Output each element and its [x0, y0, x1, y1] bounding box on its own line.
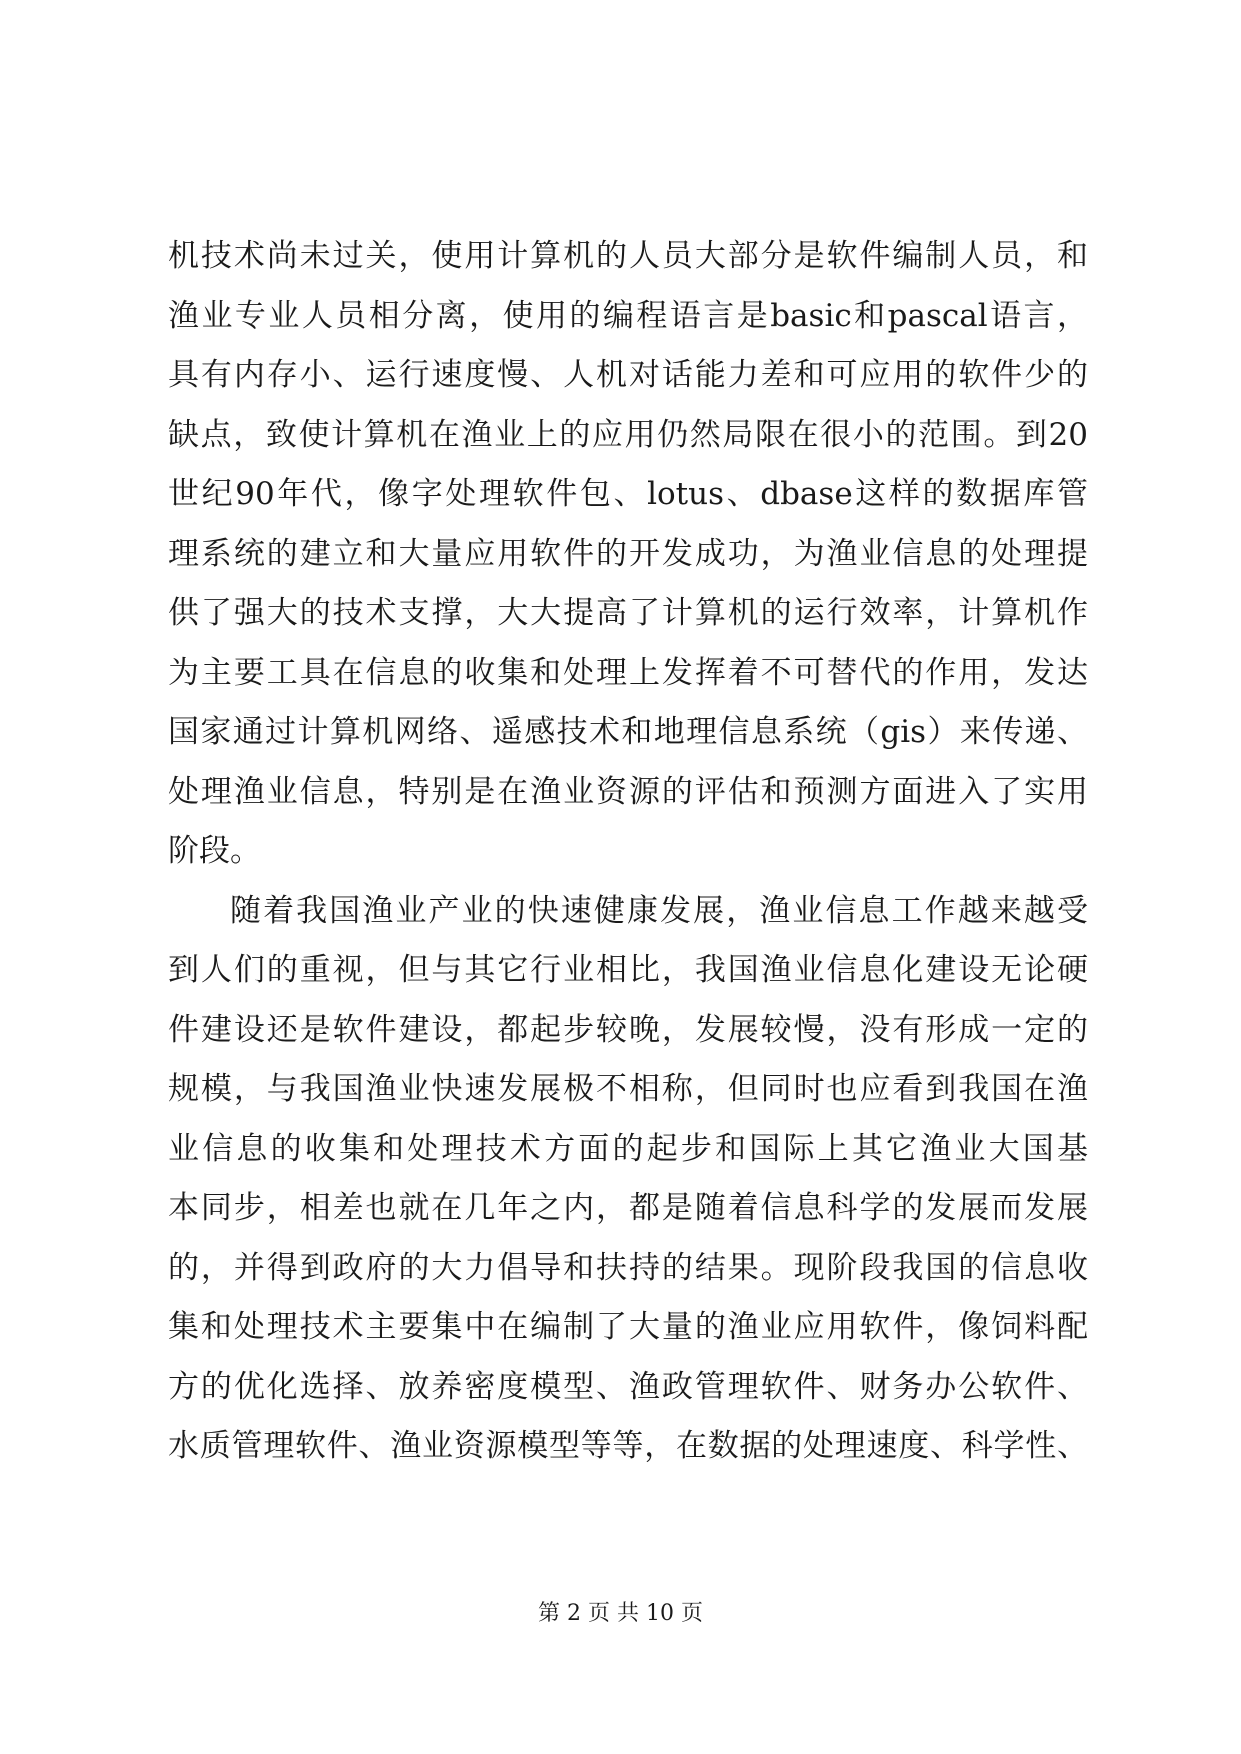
text-line: 随着我国渔业产业的快速健康发展，渔业信息工作越来越受 [230, 892, 1088, 929]
text-line: 集和处理技术主要集中在编制了大量的渔业应用软件，像饲料配 [168, 1309, 1088, 1345]
text-line: 国家通过计算机网络、遥感技术和地理信息系统（gis）来传递、 [168, 714, 1088, 750]
text-line: 阶段。 [168, 833, 261, 869]
text-line: 理系统的建立和大量应用软件的开发成功，为渔业信息的处理提 [168, 535, 1088, 572]
text-line: 机技术尚未过关，使用计算机的人员大部分是软件编制人员，和 [168, 238, 1088, 274]
text-line: 的，并得到政府的大力倡导和扶持的结果。现阶段我国的信息收 [168, 1249, 1088, 1286]
text-line: 供了强大的技术支撑，大大提高了计算机的运行效率，计算机作 [168, 595, 1088, 631]
text-line: 具有内存小、运行速度慢、人机对话能力差和可应用的软件少的 [168, 357, 1088, 393]
text-line: 为主要工具在信息的收集和处理上发挥着不可替代的作用，发达 [168, 654, 1088, 691]
text-line: 渔业专业人员相分离，使用的编程语言是basic和pascal语言， [168, 297, 1088, 334]
text-line: 处理渔业信息，特别是在渔业资源的评估和预测方面进入了实用 [168, 773, 1088, 810]
text-line: 规模，与我国渔业快速发展极不相称，但同时也应看到我国在渔 [168, 1071, 1088, 1107]
page-footer: 第 2 页 共 10 页 [538, 1601, 703, 1626]
text-line: 业信息的收集和处理技术方面的起步和国际上其它渔业大国基 [168, 1130, 1088, 1167]
text-line: 水质管理软件、渔业资源模型等等，在数据的处理速度、科学性、 [168, 1428, 1088, 1464]
text-line: 缺点，致使计算机在渔业上的应用仍然局限在很小的范围。到20 [168, 416, 1088, 453]
text-line: 方的优化选择、放养密度模型、渔政管理软件、财务办公软件、 [168, 1368, 1088, 1405]
body-text [168, 227, 1088, 1477]
text-line: 件建设还是软件建设，都起步较晚，发展较慢，没有形成一定的 [168, 1011, 1088, 1048]
text-line: 到人们的重视，但与其它行业相比，我国渔业信息化建设无论硬 [168, 952, 1088, 988]
text-line: 世纪90年代，像字处理软件包、lotus、dbase这样的数据库管 [168, 476, 1088, 512]
text-line: 本同步，相差也就在几年之内，都是随着信息科学的发展而发展 [168, 1190, 1088, 1226]
